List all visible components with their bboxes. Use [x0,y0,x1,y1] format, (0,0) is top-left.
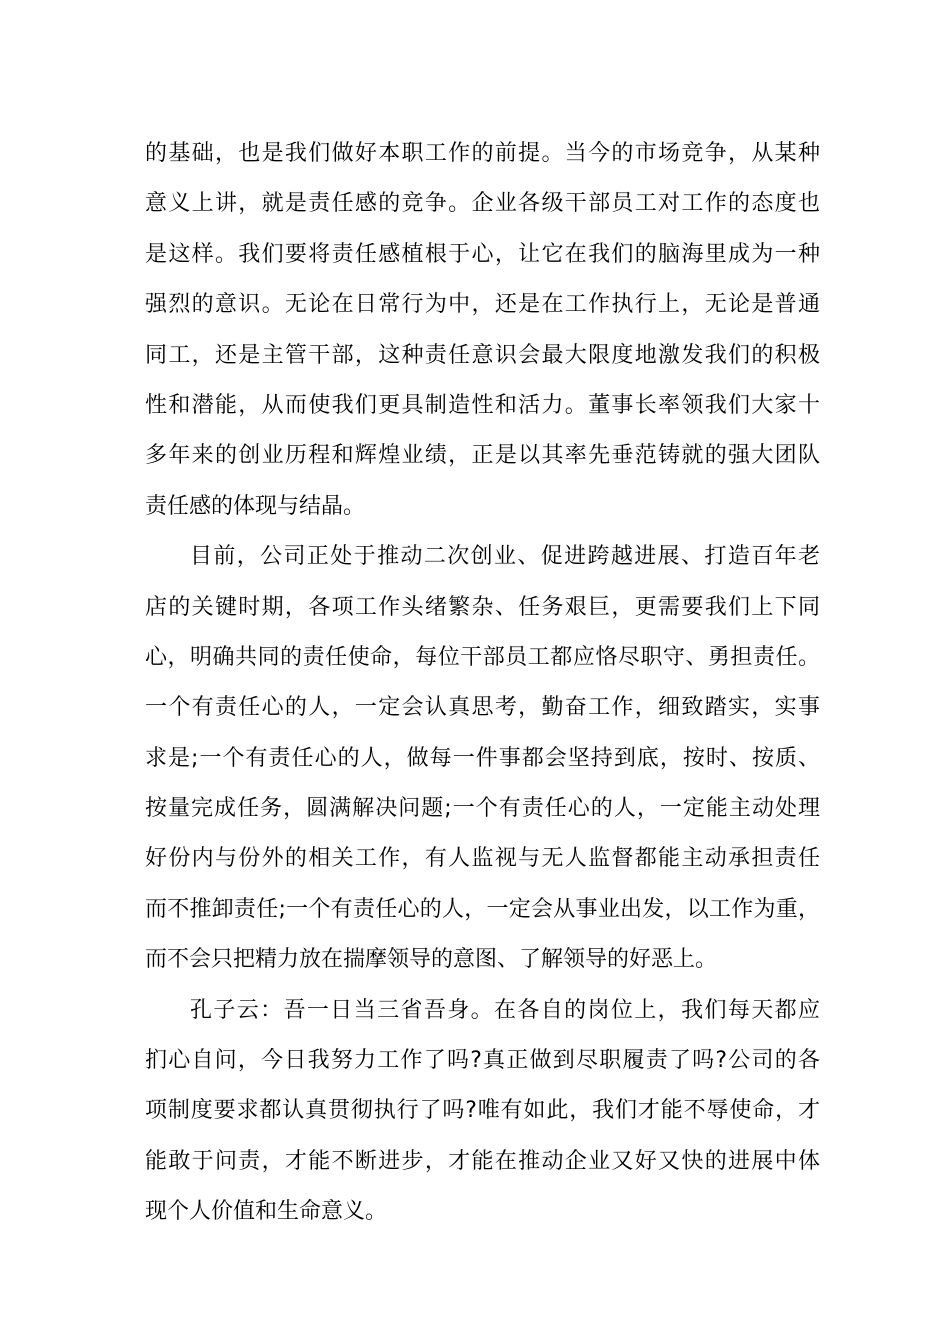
paragraph-line: 而不会只把精力放在揣摩领导的意图、了解领导的好恶上。 [145,947,718,973]
paragraph-line: 孔子云：吾一日当三省吾身。在各自的岗位上，我们每天都应 [190,997,820,1023]
paragraph-line: 的基础，也是我们做好本职工作的前提。当今的市场竞争，从某种 [145,141,820,166]
paragraph-line: 是这样。我们要将责任感植根于心，让它在我们的脑海里成为一种 [145,241,820,267]
paragraph [145,132,820,535]
paragraph [145,989,820,1241]
paragraph-line: 强烈的意识。无论在日常行为中，还是在工作执行上，无论是普通 [145,292,820,318]
paragraph-line: 求是;一个有责任心的人，做每一件事都会坚持到底，按时、按质、 [145,745,820,771]
paragraph-line: 按量完成任务，圆满解决问题;一个有责任心的人，一定能主动处理 [145,796,820,822]
document-body [145,132,820,1241]
paragraph-line: 目前，公司正处于推动二次创业、促进跨越进展、打造百年老 [190,544,820,570]
paragraph-line: 多年来的创业历程和辉煌业绩，正是以其率先垂范铸就的强大团队 [145,443,820,469]
paragraph-line: 扪心自问，今日我努力工作了吗?真正做到尽职履责了吗?公司的各 [145,1048,820,1074]
paragraph-line: 性和潜能，从而使我们更具制造性和活力。董事长率领我们大家十 [145,392,820,418]
paragraph-line: 好份内与份外的相关工作，有人监视与无人监督都能主动承担责任 [145,846,820,872]
paragraph-line: 现个人价值和生命意义。 [145,1199,388,1225]
paragraph-line: 而不推卸责任;一个有责任心的人，一定会从事业出发，以工作为重， [145,896,820,922]
paragraph [145,535,820,989]
paragraph-line: 店的关键时期，各项工作头绪繁杂、任务艰巨，更需要我们上下同 [145,594,820,620]
paragraph-line: 心，明确共同的责任使命，每位干部员工都应恪尽职守、勇担责任。 [145,644,820,670]
paragraph-line: 一个有责任心的人，一定会认真思考，勤奋工作，细致踏实，实事 [145,695,820,721]
paragraph-line: 同工，还是主管干部，这种责任意识会最大限度地激发我们的积极 [145,342,820,368]
paragraph-line: 责任感的体现与结晶。 [145,493,366,519]
paragraph-line: 项制度要求都认真贯彻执行了吗?唯有如此，我们才能不辱使命，才 [145,1098,820,1124]
paragraph-line: 意义上讲，就是责任感的竞争。企业各级干部员工对工作的态度也 [145,191,820,217]
paragraph-line: 能敢于问责，才能不断进步，才能在推动企业又好又快的进展中体 [145,1148,820,1174]
